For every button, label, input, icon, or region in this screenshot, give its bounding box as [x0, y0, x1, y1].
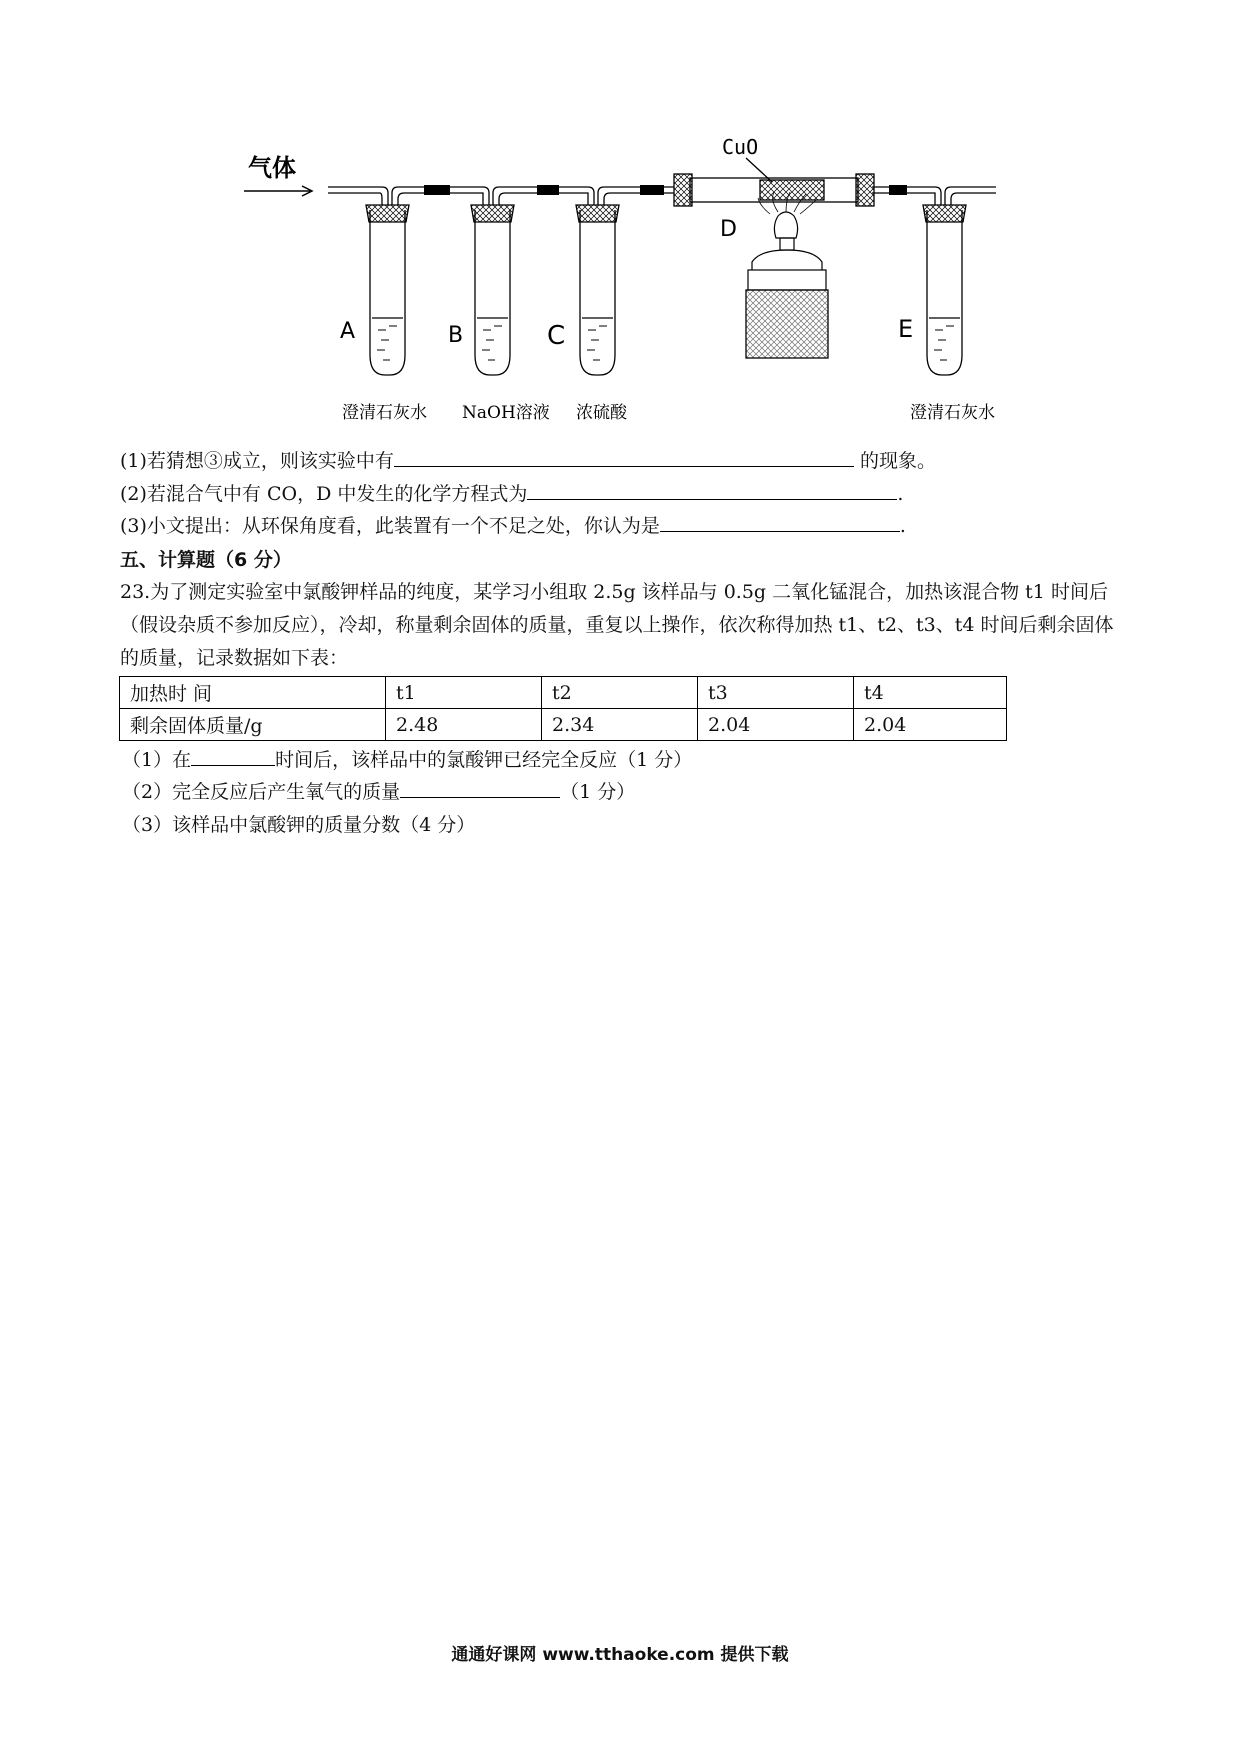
subquestion-3: （3）该样品中氯酸钾的质量分数（4 分）: [122, 814, 476, 836]
table-cell: 2.04: [854, 709, 1007, 741]
subquestion-2-text: （2）完全反应后产生氧气的质量: [122, 781, 401, 803]
subquestion-1: [122, 745, 692, 775]
answer-blank-2[interactable]: [527, 479, 897, 500]
question-2: [120, 479, 903, 509]
section-title: 五、计算题（6 分）: [120, 549, 292, 571]
question-3-text: (3)小文提出：从环保角度看，此装置有一个不足之处，你认为是: [120, 515, 660, 537]
combustion-tube-d: [674, 158, 874, 206]
label-d: D: [720, 217, 737, 242]
table-cell: 2.48: [386, 709, 542, 741]
answer-blank-s2[interactable]: [400, 777, 560, 798]
gas-arrow: [244, 186, 312, 196]
question-2-suffix: .: [897, 483, 904, 505]
subquestion-2-suffix: （1 分）: [560, 781, 636, 803]
table-header-row: [120, 677, 1007, 709]
table-cell: t2: [542, 677, 698, 709]
answer-blank-s1[interactable]: [191, 745, 275, 766]
table-cell: t1: [386, 677, 542, 709]
question-3-suffix: .: [899, 515, 906, 537]
answer-blank-1[interactable]: [394, 446, 854, 467]
test-tube-e: [923, 205, 966, 375]
caption-b: NaOH溶液: [462, 403, 550, 423]
footer-text: 通通好课网 www.tthaoke.com 提供下载: [451, 1645, 789, 1665]
label-b: B: [448, 323, 464, 348]
data-table: [119, 676, 1007, 741]
caption-e: 澄清石灰水: [910, 403, 995, 423]
table-cell: 2.04: [698, 709, 854, 741]
label-c: C: [547, 321, 566, 351]
subquestion-1-text: （1）在: [122, 749, 192, 771]
test-tube-c: [576, 205, 619, 375]
test-tube-b: [471, 205, 514, 375]
table-cell: t4: [854, 677, 1007, 709]
cuo-label: CuO: [722, 135, 759, 159]
question-1-text: (1)若猜想③成立，则该实验中有: [120, 450, 394, 472]
question-2-text: (2)若混合气中有 CO，D 中发生的化学方程式为: [120, 483, 528, 505]
question-3: [120, 511, 906, 541]
answer-blank-3[interactable]: [660, 511, 900, 532]
question-1-suffix: 的现象。: [859, 450, 936, 472]
question-1: [120, 446, 936, 476]
subquestion-1-suffix: 时间后，该样品中的氯酸钾已经完全反应（1 分）: [275, 749, 693, 771]
subquestion-2: [122, 777, 635, 807]
caption-a: 澄清石灰水: [342, 403, 427, 423]
problem-23-text: 23.为了测定实验室中氯酸钾样品的纯度，某学习小组取 2.5g 该样品与 0.5g 二氧化锰混合，加热该混合物 t1 时间后（假设杂质不参加反应），冷却，称量剩余固体的质量，重复以上操作，依次称得加热 t1、t2、t3、t4 时间后剩余固体的质量，记录数据如下表：: [120, 581, 1114, 669]
gas-label: 气体: [248, 154, 296, 182]
table-row: [120, 709, 1007, 741]
caption-c: 浓硫酸: [576, 403, 627, 423]
test-tube-a: [366, 205, 409, 375]
table-cell: 加热时 间: [120, 677, 386, 709]
table-cell: 2.34: [542, 709, 698, 741]
label-a: A: [340, 319, 356, 344]
label-e: E: [898, 315, 914, 343]
alcohol-lamp: [746, 192, 828, 358]
apparatus-diagram: [0, 0, 1240, 440]
table-cell: t3: [698, 677, 854, 709]
table-cell: 剩余固体质量/g: [120, 709, 386, 741]
